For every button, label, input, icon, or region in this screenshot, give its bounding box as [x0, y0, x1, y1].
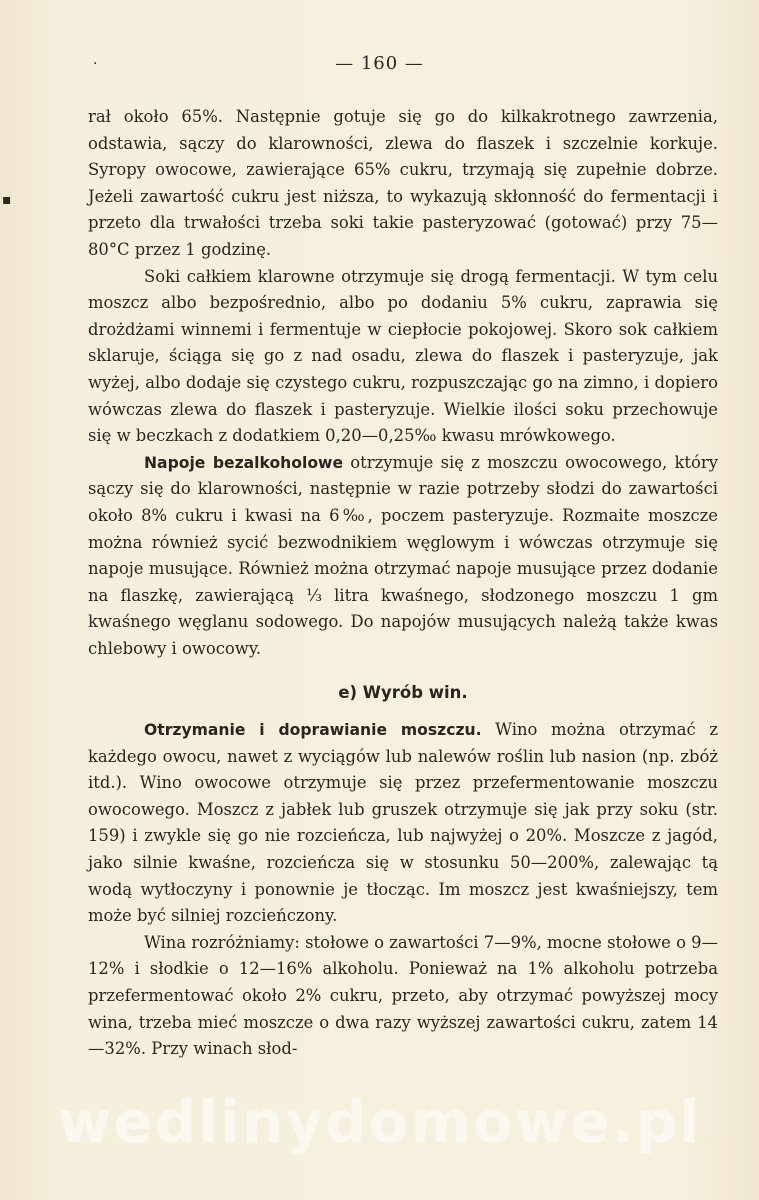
paragraph-2: Soki całkiem klarowne otrzymuje się drogą fermentacji. W tym celu moszcz albo bezpośrednio, albo po dodaniu 5% cukru, zaprawia się drożdżami winnemi i fermentuje w ciepłocie pokojowej. Skoro sok całkiem sklaruje, ściąga się go z nad osadu, zlewa do flaszek i pasteryzuje, jak wyżej, albo dodaje się czystego cukru, rozpuszczając go na zimno, i dopiero wówczas zlewa do flaszek i pasteryzuje. Wielkie ilości soku przechowuje się w beczkach z dodatkiem 0,20—0,25‰ kwasu mrówkowego. [88, 266, 718, 446]
paragraph-1: rał około 65%. Następnie gotuje się go do kilkakrotnego zawrzenia, odstawia, sączy do klarowności, zlewa do flaszek i szczelnie korkuje. Syropy owocowe, zawierające 65% cukru, trzymają się zupełnie dobrze. Jeżeli zawartość cukru jest niższa, to wykazują skłonność do fermentacji i przeto dla trwałości trzeba soki takie pasteryzować (gotować) przy 75—80°C przez 1 godzinę. [88, 107, 718, 259]
otrzymanie-text: Wino można otrzymać z każdego owocu, nawet z wyciągów lub nalewów roślin lub nasion (np. zbóż itd.). Wino owocowe otrzymuje się przez przefermentowanie moszczu owocowego. Moszcz z jabłek lub gruszek otrzymuje się jak przy soku (str. 159) i zwykle się go nie rozcieńcza, lub najwyżej o 20%. Moszcze z jagód, jako silnie kwaśne, rozcieńcza się w stosunku 50—200%, zalewając tą wodą wytłoczyny i ponownie je tłocząc. Im moszcz jest kwaśniejszy, tem może być silniej rozcieńczony. [88, 720, 718, 926]
term-napoje-bezalkoholowe: Napoje bezalkoholowe [144, 453, 344, 472]
ink-dot: · [93, 56, 98, 72]
paragraph-wina: Wina rozróżniamy: stołowe o zawartości 7—9%, mocne stołowe o 9—12% i słodkie o 12—16% alkoholu. Ponieważ na 1% alkoholu potrzeba przefermentować około 2% cukru, przeto, aby otrzymać powyższej mocy wina, trzeba mieć moszcze o dwa razy wyższej zawartości cukru, zatem 14—32%. Przy winach słod- [88, 932, 718, 1059]
napoje-text: otrzymuje się z moszczu owocowego, który sączy się do klarowności, następnie w razie potrzeby słodzi do zawartości około 8% cukru i kwasi na 6‰, poczem pasteryzuje. Rozmaite moszcze można również sycić bezwodnikiem węglowym i wówczas otrzymuje się napoje musujące. Również można otrzymać napoje musujące przez dodanie na flaszkę, zawierającą ⅓ litra kwaśnego, słodzonego moszczu 1 gm kwaśnego węglanu sodowego. Do napojów musujących należą także kwas chlebowy i owocowy. [88, 452, 718, 658]
section-heading: e) Wyrób win. [338, 683, 468, 703]
term-otrzymanie: Otrzymanie i doprawianie moszczu. [144, 721, 482, 740]
paragraph-otrzymanie [88, 717, 718, 930]
margin-mark: ▪ [2, 192, 12, 208]
page-number: — 160 — [335, 53, 424, 74]
watermark: wedlinydomowe.pl [57, 1088, 702, 1156]
body-text [88, 104, 718, 1063]
paragraph-napoje [88, 450, 718, 663]
